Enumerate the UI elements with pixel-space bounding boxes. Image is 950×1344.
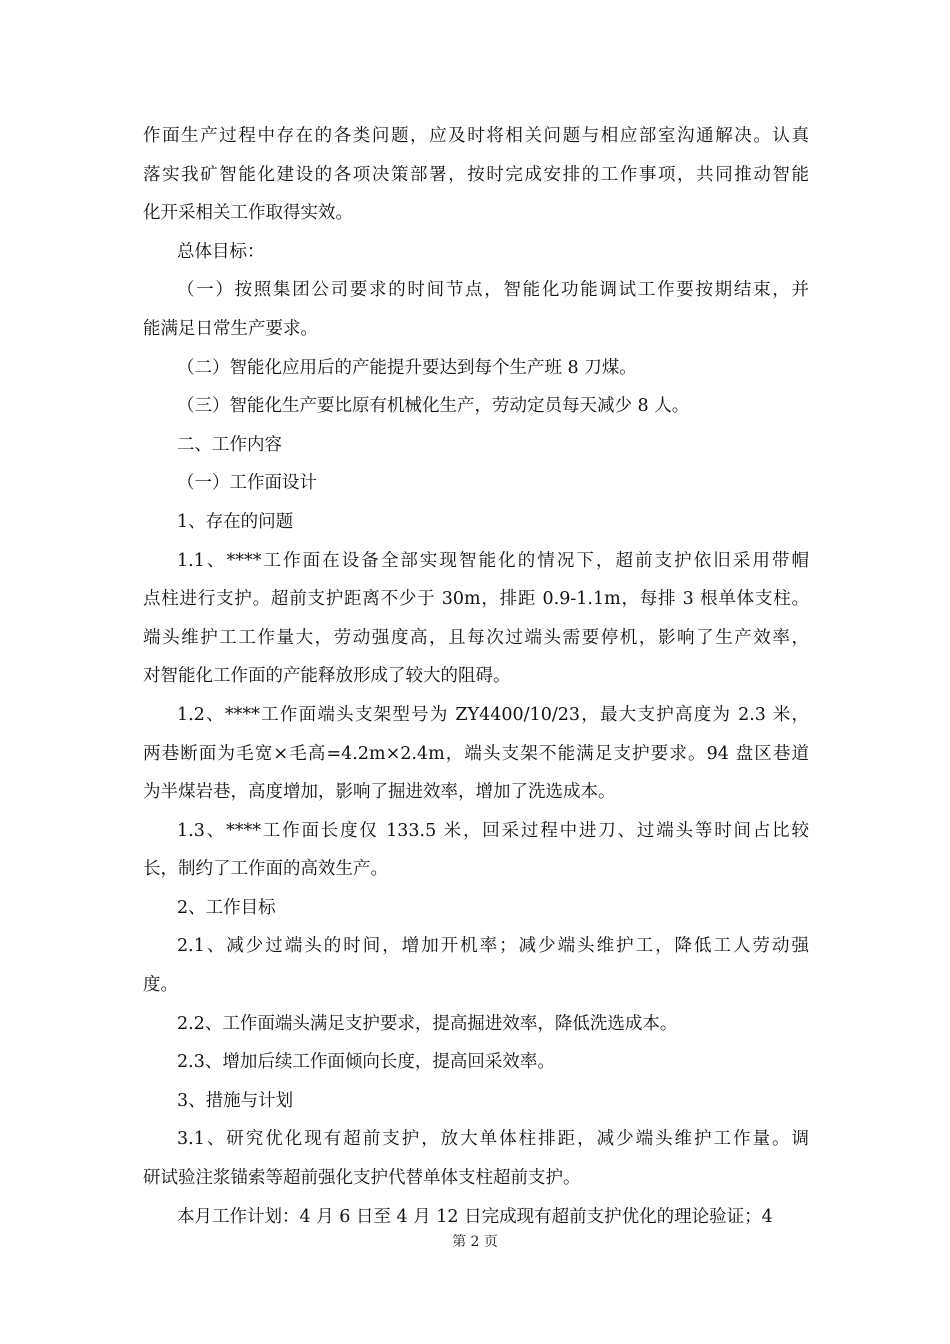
text-line: 1.1、****工作面在设备全部实现智能化的情况下，超前支护依旧采用带帽 <box>177 550 809 571</box>
text-line: 2.3、增加后续工作面倾向长度，提高回采效率。 <box>177 1052 555 1073</box>
section-heading: 二、工作内容 <box>177 434 282 455</box>
page-number: 第 2 页 <box>452 1234 498 1250</box>
text-line: 为半煤岩巷，高度增加，影响了掘进效率，增加了洗选成本。 <box>143 782 616 803</box>
text-line: 本月工作计划：4 月 6 日至 4 月 12 日完成现有超前支护优化的理论验证；4 <box>177 1206 773 1227</box>
section-heading: 总体目标： <box>177 241 265 262</box>
document-body <box>143 117 809 1236</box>
text-line: 1.2、****工作面端头支架型号为 ZY4400/10/23，最大支护高度为 2.3 米， <box>177 704 809 725</box>
paragraph <box>143 464 809 503</box>
paragraph <box>143 927 809 1004</box>
text-line: 2.2、工作面端头满足支护要求，提高掘进效率，降低洗选成本。 <box>177 1013 678 1034</box>
text-line: 能满足日常生产要求。 <box>143 318 318 339</box>
text-line: 2.1、减少过端头的时间，增加开机率；减少端头维护工，降低工人劳动强 <box>177 936 809 957</box>
paragraph <box>143 233 809 272</box>
text-line: （一）按照集团公司要求的时间节点，智能化功能调试工作要按期结束，并 <box>177 280 809 301</box>
paragraph <box>143 387 809 426</box>
paragraph <box>143 349 809 388</box>
paragraph <box>143 889 809 928</box>
text-line: 化开采相关工作取得实效。 <box>143 203 353 224</box>
section-heading: （一）工作面设计 <box>177 473 317 494</box>
paragraph <box>143 1043 809 1082</box>
paragraph <box>143 1005 809 1044</box>
text-line: 对智能化工作面的产能释放形成了较大的阻碍。 <box>143 666 511 687</box>
section-heading: 3、措施与计划 <box>177 1090 294 1111</box>
text-line: 落实我矿智能化建设的各项决策部署，按时完成安排的工作事项，共同推动智能 <box>143 164 809 185</box>
text-line: 点柱进行支护。超前支护距离不少于 30m，排距 0.9-1.1m，每排 3 根单体支柱。 <box>143 589 809 610</box>
paragraph <box>143 542 809 696</box>
text-line: 作面生产过程中存在的各类问题，应及时将相关问题与相应部室沟通解决。认真 <box>143 126 809 146</box>
paragraph <box>143 271 809 348</box>
paragraph <box>143 117 809 233</box>
text-line: 端头维护工工作量大，劳动强度高，且每次过端头需要停机，影响了生产效率， <box>143 627 809 648</box>
paragraph <box>143 1120 809 1197</box>
paragraph <box>143 503 809 542</box>
text-line: 两巷断面为毛宽×毛高=4.2m×2.4m，端头支架不能满足支护要求。94 盘区巷道 <box>143 743 809 764</box>
text-line: （二）智能化应用后的产能提升要达到每个生产班 8 刀煤。 <box>177 357 637 378</box>
text-line: 研试验注浆锚索等超前强化支护代替单体支柱超前支护。 <box>143 1168 581 1189</box>
text-line: （三）智能化生产要比原有机械化生产，劳动定员每天减少 8 人。 <box>177 396 690 417</box>
paragraph <box>143 1082 809 1121</box>
paragraph <box>143 696 809 812</box>
section-heading: 2、工作目标 <box>177 897 276 918</box>
paragraph <box>143 426 809 465</box>
section-heading: 1、存在的问题 <box>177 511 294 532</box>
text-line: 1.3、****工作面长度仅 133.5 米，回采过程中进刀、过端头等时间占比较 <box>177 820 809 841</box>
text-line: 长，制约了工作面的高效生产。 <box>143 859 388 880</box>
text-line: 3.1、研究优化现有超前支护，放大单体柱排距，减少端头维护工作量。调 <box>177 1129 809 1150</box>
text-line: 度。 <box>143 975 178 996</box>
paragraph <box>143 812 809 889</box>
